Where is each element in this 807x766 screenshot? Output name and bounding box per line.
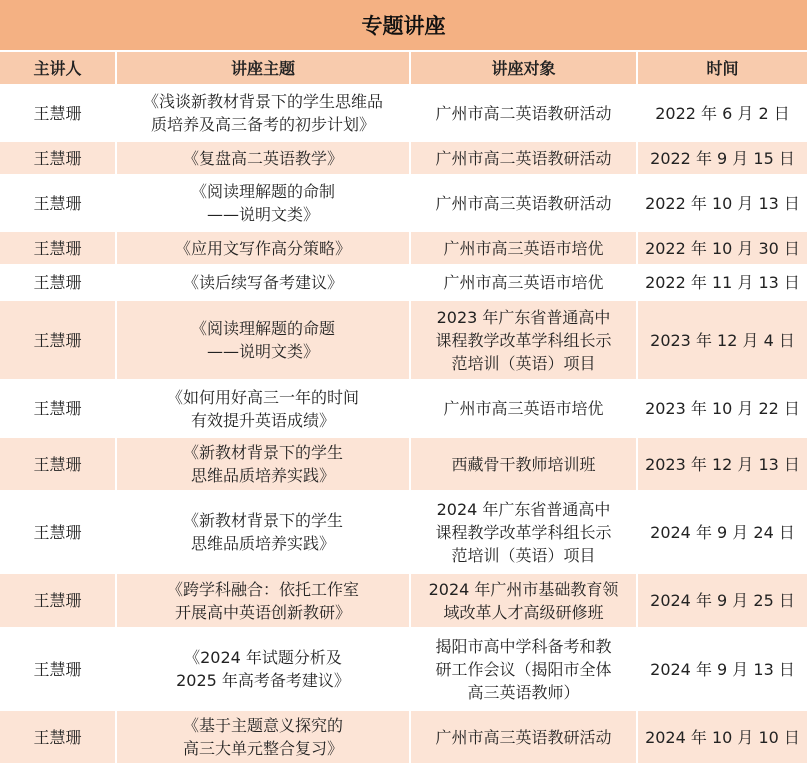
date-cell	[637, 175, 807, 231]
speaker-cell	[0, 175, 116, 231]
date-cell	[637, 380, 807, 437]
speaker-cell	[0, 300, 116, 380]
table-row	[0, 231, 807, 265]
audience-cell	[410, 380, 637, 437]
topic-cell	[116, 231, 410, 265]
date-cell	[637, 437, 807, 491]
topic-cell-text: 《阅读理解题的命题 ——说明文类》	[190, 319, 335, 361]
audience-cell	[410, 573, 637, 628]
topic-cell-text: 《基于主题意义探究的 高三大单元整合复习》	[182, 716, 343, 758]
speaker-cell	[0, 231, 116, 265]
speaker-cell-text: 王慧珊	[33, 193, 82, 213]
table-row	[0, 573, 807, 628]
speaker-cell-text: 王慧珊	[33, 454, 82, 474]
table-row	[0, 300, 807, 380]
audience-cell	[410, 300, 637, 380]
topic-cell	[116, 437, 410, 491]
table-row	[0, 710, 807, 764]
date-cell	[637, 85, 807, 141]
audience-cell-text: 广州市高三英语市培优	[443, 399, 604, 418]
audience-cell-text: 2024 年广东省普通高中 课程教学改革学科组长示 范培训（英语）项目	[435, 499, 612, 565]
audience-cell	[410, 265, 637, 300]
date-cell	[637, 628, 807, 710]
table-body	[0, 85, 807, 764]
date-cell	[637, 231, 807, 265]
table-header-row	[0, 52, 807, 85]
table-row	[0, 85, 807, 141]
audience-cell-text: 揭阳市高中学科备考和教 研工作会议（揭阳市全体 高三英语教师）	[435, 636, 612, 702]
speaker-cell-text: 王慧珊	[33, 727, 82, 747]
header-topic: 讲座主题	[116, 52, 410, 85]
topic-cell-text: 《读后续写备考建议》	[182, 273, 343, 292]
audience-cell	[410, 710, 637, 764]
date-cell-text: 2022 年 9 月 15 日	[650, 148, 795, 168]
speaker-cell-text: 王慧珊	[33, 659, 82, 679]
topic-cell-text: 《阅读理解题的命制 ——说明文类》	[190, 182, 335, 224]
speaker-cell	[0, 141, 116, 175]
topic-cell	[116, 175, 410, 231]
date-cell	[637, 300, 807, 380]
speaker-cell	[0, 491, 116, 573]
topic-cell-text: 《如何用好高三一年的时间 有效提升英语成绩》	[166, 387, 359, 430]
speaker-cell	[0, 85, 116, 141]
lecture-table	[0, 52, 807, 765]
table-row	[0, 175, 807, 231]
date-cell-text: 2023 年 12 月 13 日	[645, 454, 800, 474]
audience-cell-text: 广州市高二英语教研活动	[435, 148, 612, 168]
speaker-cell-text: 王慧珊	[33, 522, 82, 542]
audience-cell	[410, 628, 637, 710]
topic-cell-text: 《新教材背景下的学生 思维品质培养实践》	[182, 443, 343, 485]
topic-cell-text: 《复盘高二英语教学》	[182, 148, 343, 168]
table-row	[0, 141, 807, 175]
date-cell-text: 2022 年 6 月 2 日	[655, 103, 790, 123]
date-cell-text: 2023 年 10 月 22 日	[645, 399, 800, 418]
date-cell	[637, 710, 807, 764]
audience-cell	[410, 437, 637, 491]
date-cell	[637, 491, 807, 573]
audience-cell-text: 广州市高三英语教研活动	[435, 727, 612, 747]
speaker-cell	[0, 710, 116, 764]
speaker-cell-text: 王慧珊	[33, 591, 82, 610]
audience-cell	[410, 175, 637, 231]
audience-cell-text: 广州市高三英语市培优	[443, 238, 604, 258]
audience-cell-text: 西藏骨干教师培训班	[451, 454, 596, 474]
date-cell	[637, 141, 807, 175]
speaker-cell-text: 王慧珊	[33, 330, 82, 350]
topic-cell	[116, 85, 410, 141]
topic-cell	[116, 141, 410, 175]
topic-cell	[116, 628, 410, 710]
topic-cell-text: 《新教材背景下的学生 思维品质培养实践》	[182, 511, 343, 553]
speaker-cell	[0, 573, 116, 628]
table-row	[0, 491, 807, 573]
speaker-cell	[0, 437, 116, 491]
audience-cell-text: 2023 年广东省普通高中 课程教学改革学科组长示 范培训（英语）项目	[435, 307, 612, 373]
speaker-cell-text: 王慧珊	[33, 148, 82, 168]
speaker-cell-text: 王慧珊	[33, 399, 82, 418]
audience-cell-text: 2024 年广州市基础教育领 域改革人才高级研修班	[428, 579, 619, 622]
topic-cell	[116, 710, 410, 764]
header-date: 时间	[637, 52, 807, 85]
topic-cell	[116, 300, 410, 380]
date-cell-text: 2024 年 9 月 24 日	[650, 522, 795, 542]
topic-cell	[116, 265, 410, 300]
page-title: 专题讲座	[0, 0, 807, 52]
topic-cell-text: 《跨学科融合：依托工作室 开展高中英语创新教研》	[166, 579, 359, 622]
date-cell-text: 2024 年 10 月 10 日	[645, 727, 800, 747]
topic-cell	[116, 380, 410, 437]
table-row	[0, 265, 807, 300]
audience-cell	[410, 231, 637, 265]
table-row	[0, 628, 807, 710]
speaker-cell	[0, 628, 116, 710]
header-speaker: 主讲人	[0, 52, 116, 85]
speaker-cell-text: 王慧珊	[33, 273, 82, 292]
date-cell-text: 2024 年 9 月 13 日	[650, 659, 795, 679]
audience-cell	[410, 141, 637, 175]
date-cell-text: 2024 年 9 月 25 日	[650, 591, 795, 610]
audience-cell-text: 广州市高三英语教研活动	[435, 193, 612, 213]
table-row	[0, 380, 807, 437]
date-cell	[637, 265, 807, 300]
header-audience: 讲座对象	[410, 52, 637, 85]
topic-cell	[116, 491, 410, 573]
date-cell-text: 2022 年 11 月 13 日	[645, 273, 800, 292]
audience-cell-text: 广州市高二英语教研活动	[435, 103, 612, 123]
topic-cell-text: 《应用文写作高分策略》	[174, 238, 351, 258]
date-cell	[637, 573, 807, 628]
audience-cell	[410, 491, 637, 573]
table-row	[0, 437, 807, 491]
speaker-cell-text: 王慧珊	[33, 103, 82, 123]
date-cell-text: 2023 年 12 月 4 日	[650, 330, 795, 350]
audience-cell	[410, 85, 637, 141]
audience-cell-text: 广州市高三英语市培优	[443, 273, 604, 292]
topic-cell	[116, 573, 410, 628]
topic-cell-text: 《浅谈新教材背景下的学生思维品 质培养及高三备考的初步计划》	[142, 92, 383, 134]
speaker-cell	[0, 380, 116, 437]
topic-cell-text: 《2024 年试题分析及 2025 年高考备考建议》	[176, 648, 350, 690]
speaker-cell-text: 王慧珊	[33, 238, 82, 258]
speaker-cell	[0, 265, 116, 300]
date-cell-text: 2022 年 10 月 13 日	[645, 193, 800, 213]
date-cell-text: 2022 年 10 月 30 日	[645, 238, 800, 258]
